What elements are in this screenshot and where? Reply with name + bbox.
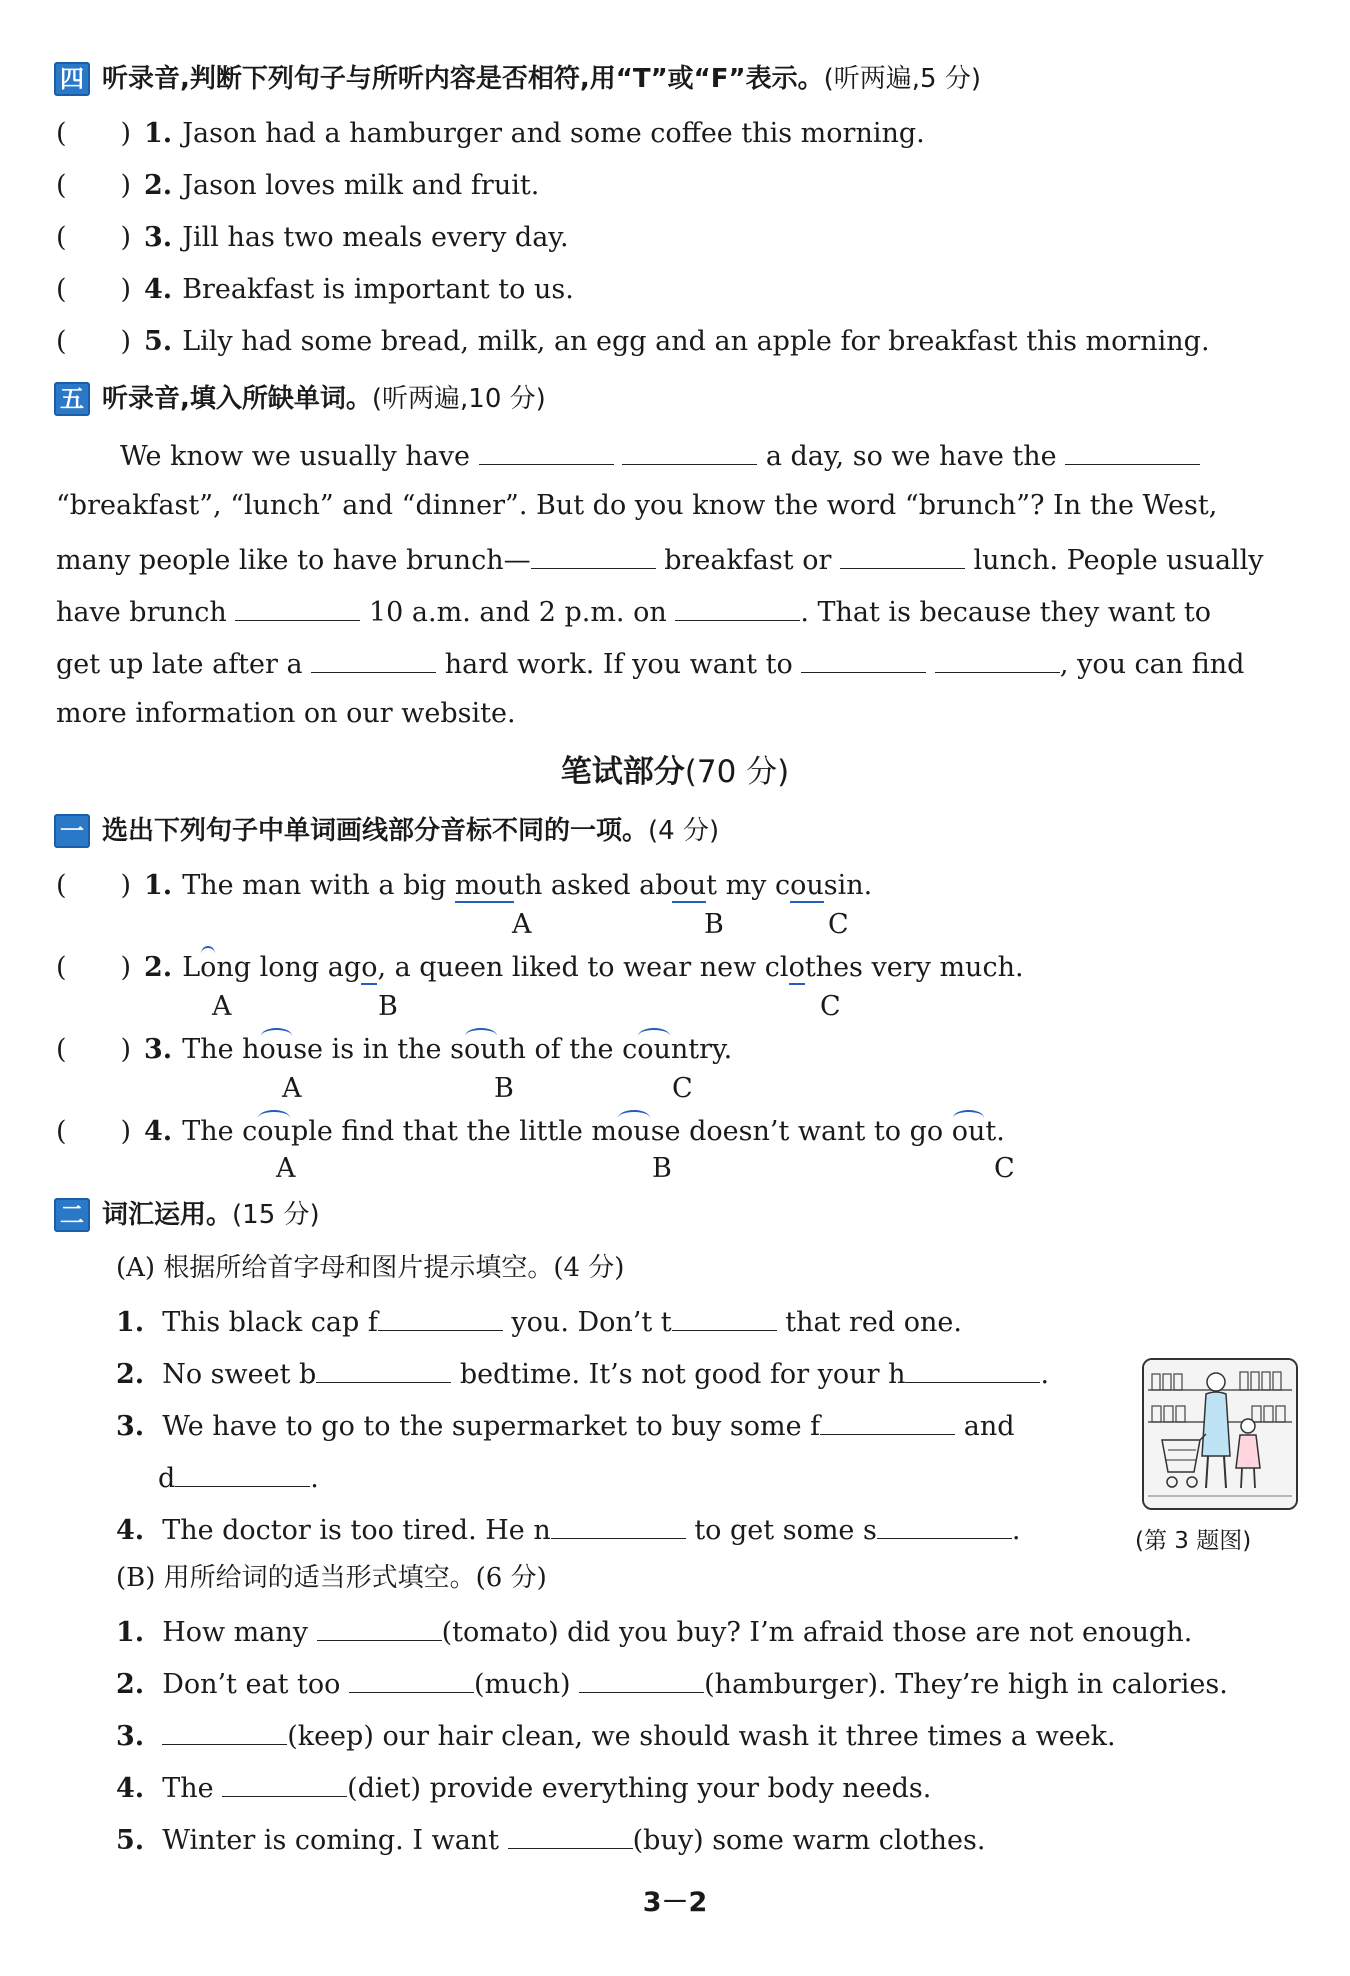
part-a-heading: (A) 根据所给首字母和图片提示填空。(4 分) (116, 1253, 625, 1283)
s5-line-6: more information on our website. (56, 698, 516, 729)
blank[interactable] (317, 1612, 442, 1641)
a-item-3: 3. We have to go to the supermarket to buy some f and (116, 1406, 1015, 1445)
page-number: 3－2 (642, 1887, 708, 1918)
section-2-title: 词汇运用。 (102, 1200, 233, 1230)
option-a: A (276, 1153, 296, 1184)
s5-line-2: “breakfast”, “lunch” and “dinner”. But do you know the word “brunch”? In the West, (56, 490, 1218, 521)
a-item-3-cont: d . (158, 1458, 319, 1497)
option-a: A (212, 991, 232, 1022)
s4-item-4: ( ) 4. Breakfast is important to us. (56, 272, 574, 308)
blank[interactable] (235, 592, 360, 621)
blank[interactable] (175, 1458, 310, 1487)
part-b-heading: (B) 用所给词的适当形式填空。(6 分) (116, 1563, 547, 1593)
blank[interactable] (316, 1354, 451, 1383)
s4-item-5: ( ) 5. Lily had some bread, milk, an egg and an apple for breakfast this morning. (56, 324, 1210, 360)
option-c: C (820, 991, 841, 1022)
section-1-title: 选出下列句子中单词画线部分音标不同的一项。 (102, 816, 649, 846)
blank[interactable] (1065, 436, 1200, 465)
option-c: C (828, 909, 849, 940)
section-5-title: 听录音,填入所缺单词。 (102, 384, 372, 414)
section-4-heading (54, 60, 981, 98)
section-5-heading (54, 380, 546, 418)
b-item-3: 3. (keep) our hair clean, we should wash it three times a week. (116, 1716, 1116, 1755)
option-a: A (512, 909, 532, 940)
s5-line-5: get up late after a hard work. If you want to , you can find (56, 644, 1300, 683)
written-part-title: 笔试部分(70 分) (560, 754, 790, 790)
section-2-badge: 二 (54, 1198, 90, 1232)
section-2-heading (54, 1196, 320, 1234)
blank[interactable] (840, 540, 965, 569)
section-5-score: (听两遍,10 分) (371, 384, 546, 414)
blank[interactable] (222, 1768, 347, 1797)
answer-paren[interactable]: ( ) (56, 1116, 132, 1147)
b-item-1: 1. How many (tomato) did you buy? I’m afraid those are not enough. (116, 1612, 1192, 1651)
s5-line-1: We know we usually have a day, so we have the (56, 436, 1300, 475)
answer-paren[interactable]: ( ) (56, 274, 132, 305)
answer-paren[interactable]: ( ) (56, 326, 132, 357)
a-item-4: 4. The doctor is too tired. He n to get some s . (116, 1510, 1020, 1549)
blank[interactable] (675, 592, 800, 621)
blank[interactable] (311, 644, 436, 673)
option-b: B (652, 1153, 672, 1184)
option-b: B (378, 991, 398, 1022)
section-1-heading (54, 812, 719, 850)
blank[interactable] (479, 436, 614, 465)
option-c: C (994, 1153, 1015, 1184)
s4-item-3: ( ) 3. Jill has two meals every day. (56, 220, 569, 256)
answer-paren[interactable]: ( ) (56, 118, 132, 149)
section-2-score: (15 分) (232, 1200, 320, 1230)
blank[interactable] (162, 1716, 287, 1745)
supermarket-illustration (1142, 1358, 1298, 1510)
answer-paren[interactable]: ( ) (56, 222, 132, 253)
blank[interactable] (551, 1510, 686, 1539)
blank[interactable] (820, 1406, 955, 1435)
s5-line-3: many people like to have brunch— breakfast or lunch. People usually (56, 540, 1300, 579)
section-1-score: (4 分) (648, 816, 720, 846)
blank[interactable] (622, 436, 757, 465)
blank[interactable] (877, 1510, 1012, 1539)
section-1-badge: 一 (54, 814, 90, 848)
blank[interactable] (579, 1664, 704, 1693)
s1-q1: ( ) 1. The man with a big mouth asked about my cousin. (56, 868, 872, 904)
blank[interactable] (531, 540, 656, 569)
section-5-badge: 五 (54, 382, 90, 416)
a-item-2: 2. No sweet b bedtime. It’s not good for your h . (116, 1354, 1049, 1393)
s1-q3: ( ) 3. The house is in the south of the country. (56, 1032, 732, 1068)
answer-paren[interactable]: ( ) (56, 1034, 132, 1065)
option-b: B (494, 1073, 514, 1104)
blank[interactable] (508, 1820, 633, 1849)
blank[interactable] (935, 644, 1060, 673)
section-4-title: 听录音,判断下列句子与所听内容是否相符,用“T”或“F”表示。 (102, 64, 824, 94)
b-item-2: 2. Don’t eat too (much) (hamburger). They’re high in calories. (116, 1664, 1228, 1703)
blank[interactable] (801, 644, 926, 673)
blank[interactable] (378, 1302, 503, 1331)
answer-paren[interactable]: ( ) (56, 870, 132, 901)
s1-q2: ( ) 2. Long long ago, a queen liked to wear new clothes very much. (56, 950, 1024, 986)
b-item-4: 4. The (diet) provide everything your body needs. (116, 1768, 931, 1807)
section-4-score: (听两遍,5 分) (823, 64, 981, 94)
option-c: C (672, 1073, 693, 1104)
s5-line-4: have brunch 10 a.m. and 2 p.m. on . That is because they want to (56, 592, 1300, 631)
figure-caption: (第 3 题图) (1135, 1528, 1252, 1554)
shopping-scene-icon (1144, 1360, 1296, 1508)
s4-item-2: ( ) 2. Jason loves milk and fruit. (56, 168, 539, 204)
blank[interactable] (672, 1302, 777, 1331)
s4-item-1: ( ) 1. Jason had a hamburger and some coffee this morning. (56, 116, 925, 152)
section-4-badge: 四 (54, 62, 90, 96)
blank[interactable] (349, 1664, 474, 1693)
blank[interactable] (905, 1354, 1040, 1383)
option-b: B (704, 909, 724, 940)
answer-paren[interactable]: ( ) (56, 170, 132, 201)
answer-paren[interactable]: ( ) (56, 952, 132, 983)
s1-q4: ( ) 4. The couple find that the little mouse doesn’t want to go out. (56, 1114, 1005, 1150)
a-item-1: 1. This black cap f you. Don’t t that red one. (116, 1302, 962, 1341)
option-a: A (282, 1073, 302, 1104)
b-item-5: 5. Winter is coming. I want (buy) some warm clothes. (116, 1820, 985, 1859)
